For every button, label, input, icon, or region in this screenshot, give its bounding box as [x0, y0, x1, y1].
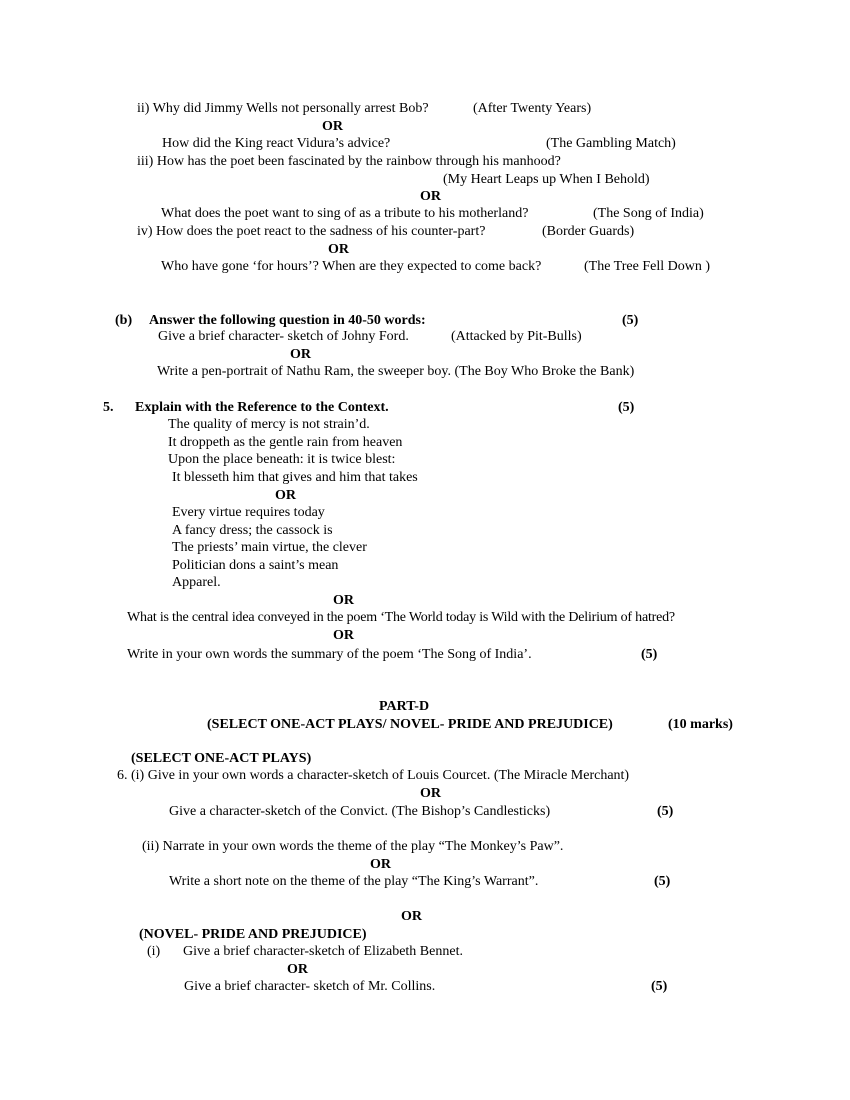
stanza-line: It droppeth as the gentle rain from heaven [168, 435, 403, 450]
q4a-iii-question: iii) How has the poet been fascinated by the rainbow through his manhood? [137, 154, 561, 169]
or-divider: OR [328, 242, 349, 257]
novel-i-number: (i) [147, 944, 161, 959]
q6-i-marks: (5) [657, 804, 674, 819]
q4b-label: (b) [115, 313, 133, 328]
q4b-source: (Attacked by Pit-Bulls) [451, 329, 582, 344]
or-divider: OR [287, 962, 308, 977]
q4a-ii-question: ii) Why did Jimmy Wells not personally arrest Bob? [137, 101, 429, 116]
q5-alternative-1: What is the central idea conveyed in the poem ‘The World today is Wild with the Delirium of hatred? [127, 610, 675, 625]
or-divider: OR [275, 488, 296, 503]
stanza-line: The quality of mercy is not strain’d. [168, 417, 370, 432]
q4a-iii-alt-source: (The Song of India) [593, 206, 704, 221]
or-divider: OR [420, 189, 441, 204]
or-divider: OR [333, 628, 354, 643]
q5-alternative-2: Write in your own words the summary of the poem ‘The Song of India’. [127, 647, 532, 662]
q4b-question: Give a brief character- sketch of Johny Ford. [158, 329, 409, 344]
q4b-alternative: Write a pen-portrait of Nathu Ram, the sweeper boy. (The Boy Who Broke the Bank) [157, 364, 635, 379]
q4a-iv-source: (Border Guards) [542, 224, 635, 239]
q4a-iv-alternative: Who have gone ‘for hours’? When are they expected to come back? [161, 259, 542, 274]
q6-ii-alternative: Write a short note on the theme of the play “The King’s Warrant”. [169, 874, 539, 889]
part-subtitle-marks: (10 marks) [668, 717, 733, 732]
q4b-heading: Answer the following question in 40-50 words: [149, 313, 426, 328]
q4a-iii-source: (My Heart Leaps up When I Behold) [443, 172, 650, 187]
q6-i-alternative: Give a character-sketch of the Convict. (The Bishop’s Candlesticks) [169, 804, 551, 819]
or-divider: OR [290, 347, 311, 362]
or-divider: OR [370, 857, 391, 872]
q4a-ii-alt-source: (The Gambling Match) [546, 136, 676, 151]
q4a-iii-alternative: What does the poet want to sing of as a tribute to his motherland? [161, 206, 529, 221]
q5-heading: Explain with the Reference to the Context. [135, 400, 389, 415]
novel-i-alternative: Give a brief character- sketch of Mr. Collins. [184, 979, 436, 994]
q4a-iv-question: iv) How does the poet react to the sadness of his counter-part? [137, 224, 486, 239]
stanza-line: Every virtue requires today [172, 505, 325, 520]
stanza-line: It blesseth him that gives and him that takes [172, 470, 418, 485]
novel-i-marks: (5) [651, 979, 668, 994]
q5-number: 5. [103, 400, 114, 415]
stanza-line: Apparel. [172, 575, 221, 590]
q4a-ii-alternative: How did the King react Vidura’s advice? [162, 136, 391, 151]
stanza-line: A fancy dress; the cassock is [172, 523, 333, 538]
stanza-line: The priests’ main virtue, the clever [172, 540, 367, 555]
q5-alt2-marks: (5) [641, 647, 658, 662]
q4a-ii-source: (After Twenty Years) [473, 101, 592, 116]
q4b-marks: (5) [622, 313, 639, 328]
or-divider: OR [420, 786, 441, 801]
q5-marks: (5) [618, 400, 635, 415]
q6-i-question: 6. (i) Give in your own words a character-sketch of Louis Courcet. (The Miracle Merchant) [117, 768, 630, 783]
or-divider: OR [333, 593, 354, 608]
stanza-line: Upon the place beneath: it is twice blest: [168, 452, 396, 467]
q4a-iv-alt-source: (The Tree Fell Down ) [584, 259, 710, 274]
plays-heading: (SELECT ONE-ACT PLAYS) [131, 751, 312, 766]
novel-i-question: Give a brief character-sketch of Elizabeth Bennet. [183, 944, 463, 959]
or-divider-main: OR [401, 909, 422, 924]
or-divider: OR [322, 119, 343, 134]
q6-ii-question: (ii) Narrate in your own words the theme of the play “The Monkey’s Paw”. [142, 839, 564, 854]
stanza-line: Politician dons a saint’s mean [172, 558, 339, 573]
part-title: PART-D [379, 699, 430, 714]
part-subtitle: (SELECT ONE-ACT PLAYS/ NOVEL- PRIDE AND PREJUDICE) [207, 717, 613, 732]
q6-ii-marks: (5) [654, 874, 671, 889]
novel-heading: (NOVEL- PRIDE AND PREJUDICE) [139, 927, 367, 942]
